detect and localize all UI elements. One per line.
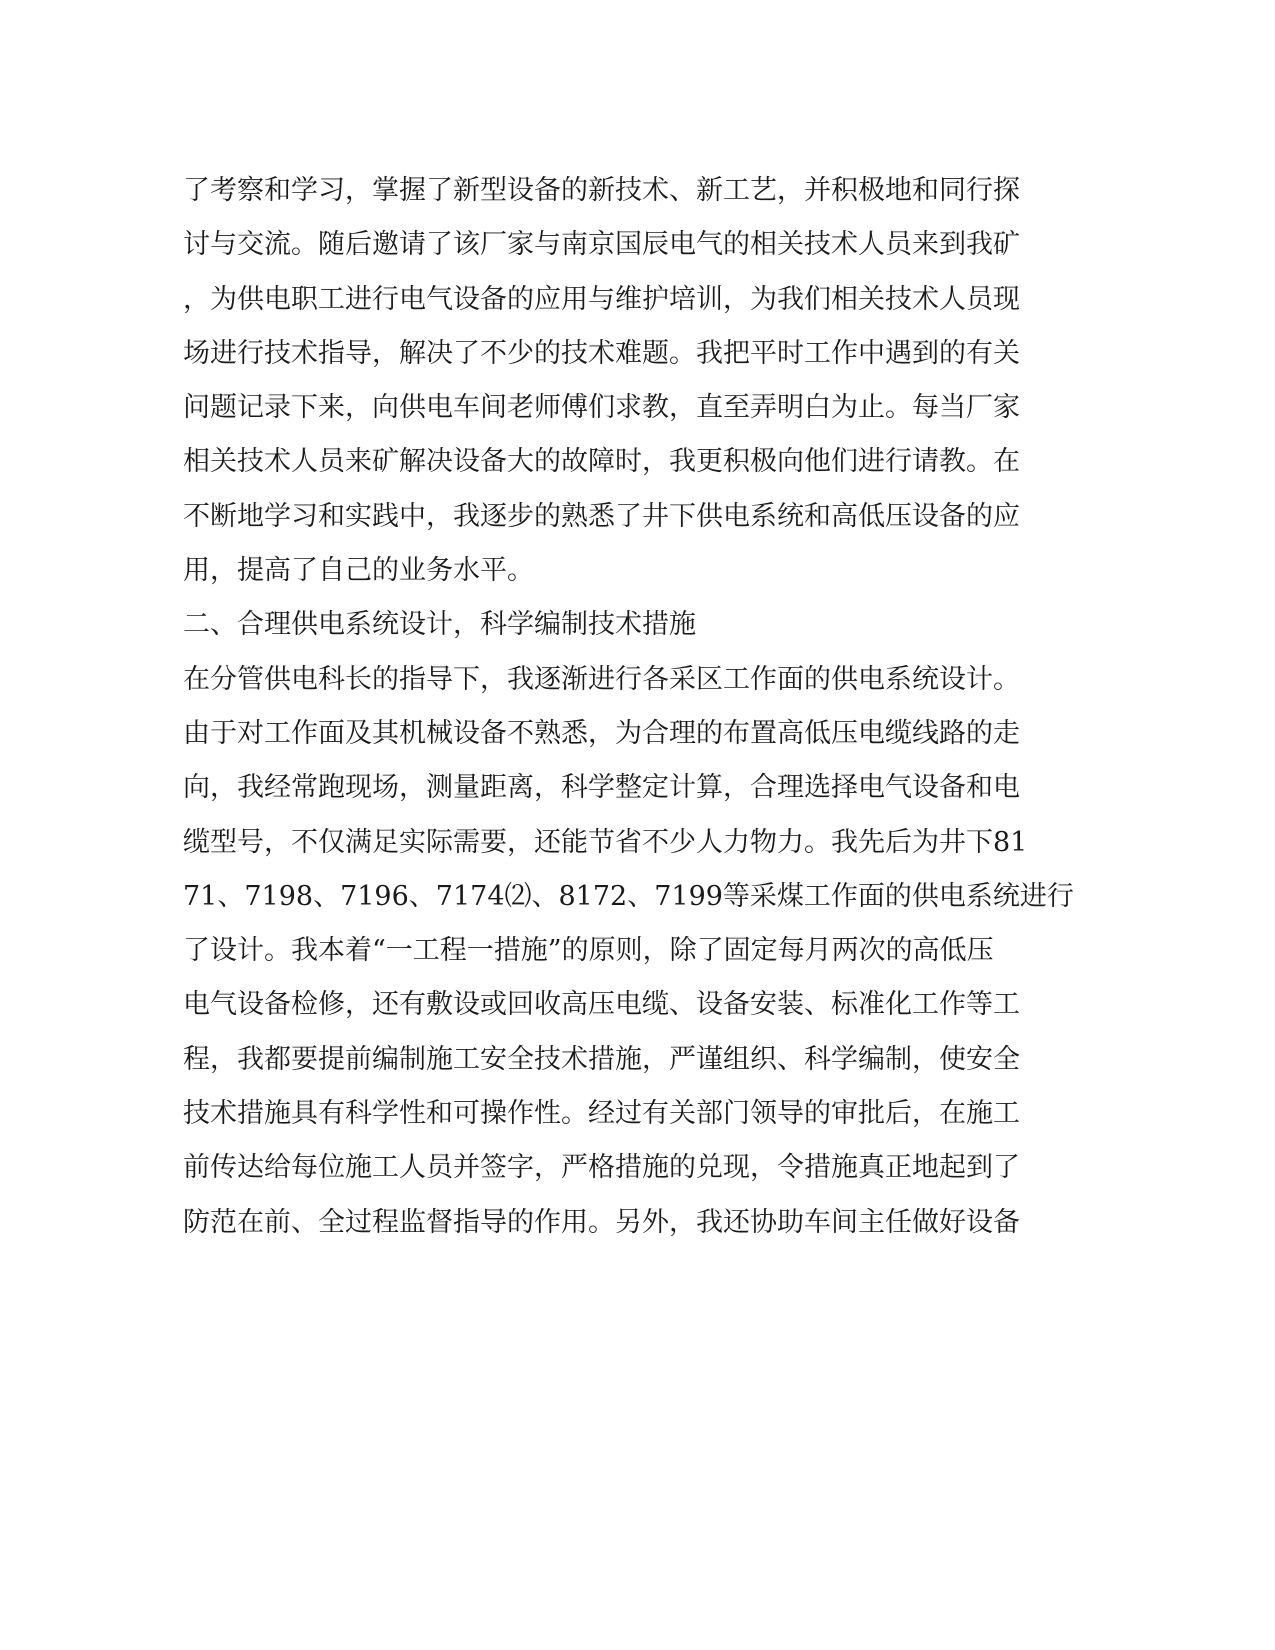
text-line: 讨与交流。随后邀请了该厂家与南京国辰电气的相关技术人员来到我矿 bbox=[183, 229, 1020, 261]
text-line: 不断地学习和实践中，我逐步的熟悉了井下供电系统和高低压设备的应 bbox=[183, 500, 1020, 532]
text-line: 相关技术人员来矿解决设备大的故障时，我更积极向他们进行请教。在 bbox=[183, 446, 1020, 478]
text-line: 向，我经常跑现场，测量距离，科学整定计算，合理选择电气设备和电 bbox=[183, 772, 1020, 804]
text-line: 场进行技术指导，解决了不少的技术难题。我把平时工作中遇到的有关 bbox=[183, 337, 1020, 369]
text-line: 前传达给每位施工人员并签字，严格措施的兑现，令措施真正地起到了 bbox=[183, 1152, 1020, 1184]
text-line: 由于对工作面及其机械设备不熟悉，为合理的布置高低压电缆线路的走 bbox=[183, 717, 1020, 749]
text-line: 在分管供电科长的指导下，我逐渐进行各采区工作面的供电系统设计。 bbox=[183, 663, 1020, 695]
text-line: ，为供电职工进行电气设备的应用与维护培训，为我们相关技术人员现 bbox=[183, 283, 1020, 315]
text-line: 技术措施具有科学性和可操作性。经过有关部门领导的审批后，在施工 bbox=[183, 1098, 1020, 1130]
text-line: 程，我都要提前编制施工安全技术措施，严谨组织、科学编制，使安全 bbox=[183, 1043, 1020, 1075]
text-line: 防范在前、全过程监督指导的作用。另外，我还协助车间主任做好设备 bbox=[183, 1206, 1020, 1238]
text-line: 了设计。我本着“一工程一措施”的原则，除了固定每月两次的高低压 bbox=[183, 935, 994, 967]
text-line: 71、7198、7196、7174⑵、8172、7199等采煤工作面的供电系统进行 bbox=[183, 880, 1074, 912]
text-line: 用，提高了自己的业务水平。 bbox=[183, 555, 534, 587]
text-line: 了考察和学习，掌握了新型设备的新技术、新工艺，并积极地和同行探 bbox=[183, 175, 1020, 206]
section-heading: 二、合理供电系统设计，科学编制技术措施 bbox=[183, 609, 696, 641]
text-line: 缆型号，不仅满足实际需要，还能节省不少人力物力。我先后为井下81 bbox=[183, 826, 1028, 858]
text-line: 问题记录下来，向供电车间老师傅们求教，直至弄明白为止。每当厂家 bbox=[183, 392, 1020, 424]
body-text bbox=[183, 164, 1083, 1250]
text-line: 电气设备检修，还有敷设或回收高压电缆、设备安装、标准化工作等工 bbox=[183, 989, 1020, 1021]
